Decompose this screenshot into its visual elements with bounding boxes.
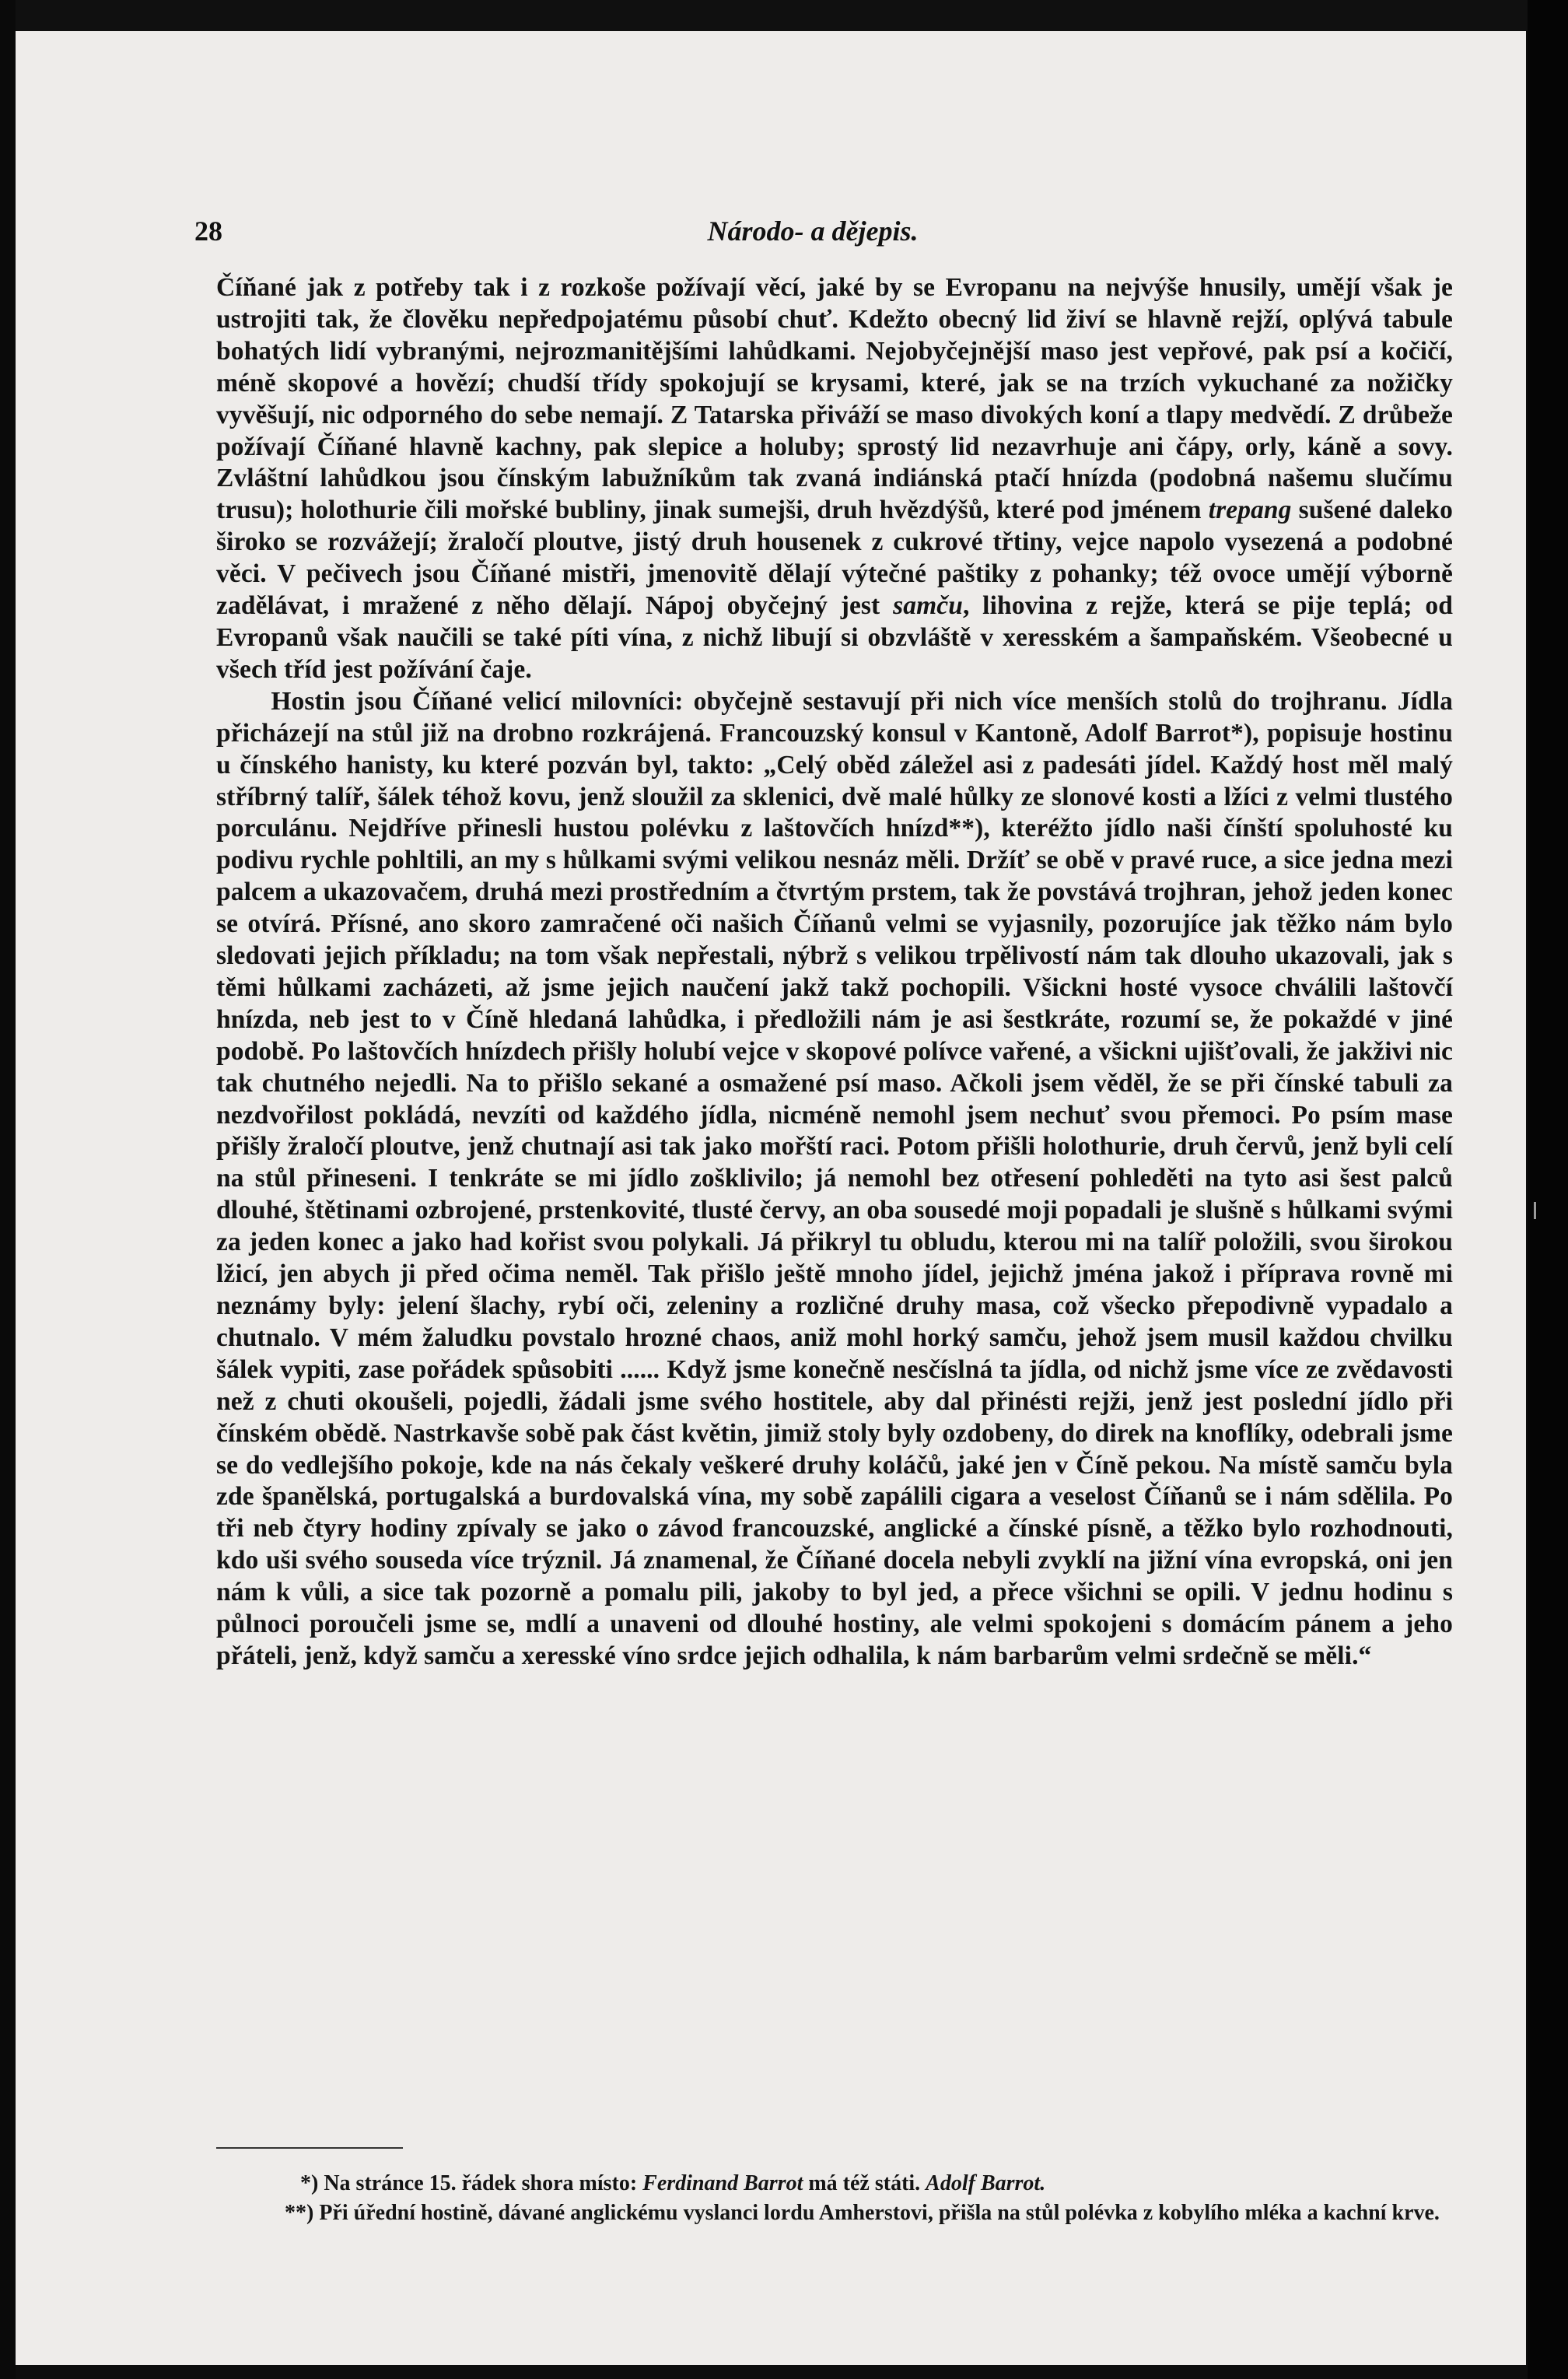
footnote-1-part-2: má též státi. [803,2171,926,2195]
term-samcu: samču [893,591,963,621]
paragraph-food-part-1: Číňané jak z potřeby tak i z rozkoše požívají věcí, jaké by se Evropanu na nejvýše hnusily, umějí však je ustrojiti tak, že člověku nepředpojatému působí chuť. Kdežto obecný lid živí se hlavně rejží, oplývá tabule bohatých lidí vybranými, nejrozmanitějšími lahůdkami. Nejobyčejnější maso jest vepřové, pak psí a kočičí, méně skopové a hovězí; chudší třídy spokojují se krysami, které, jak se na trzích vykuchané za nožičky vyvěšují, nic odporného do sebe nemají. Z Tatarska přiváží se maso divokých koní a tlapy medvědí. Z drůbeže požívají Číňané hlavně kachny, pak slepice a holuby; sprostý lid nezavrhuje ani čápy, orly, káně a sovy. Zvláštní lahůdkou jsou čínským labužníkům tak zvaná indiánská ptačí hnízda (podobná našemu slučímu trusu); holothurie čili mořské bubliny, jinak sumejši, druh hvězdýšů, které pod jménem [216,273,1453,525]
footnote-1 [216,2169,1453,2199]
scan-border-top [0,0,1568,31]
paragraph-food [216,272,1453,686]
paragraph-food-part-2: sušené daleko široko se rozvážejí; žraločí ploutve, jistý druh housenek z cukrové třtiny, vejce napolo vysezená a podobné věci. V pečivech jsou Číňané mistři, jmenovitě dělají výtečné paštiky z pohanky; též ovoce umějí výborně zadělávat, i mražené z něho dělají. Nápoj obyčejný jest [216,496,1453,621]
body-text [216,272,1453,1673]
page-number: 28 [194,215,222,247]
adjacent-page-sliver [1534,1202,1536,1219]
footnote-1-name-adolf: Adolf Barrot. [926,2171,1046,2195]
paragraph-food-part-3: , lihovina z rejže, která se pije teplá; od Evropanů však naučili se také píti vína, z nichž libují si obzvláště v xeresském a šampaňském. Všeobecné u všech tříd jest požívání čaje. [216,591,1453,684]
page-header [194,215,1431,261]
footnote-rule [216,2147,403,2149]
scan-border-left [0,0,16,2379]
scan-border-right [1528,0,1568,2379]
footnote-1-part-1: *) Na stránce 15. řádek shora místo: [300,2171,643,2195]
paragraph-banquet: Hostin jsou Číňané velicí milovníci: obyčejně sestavují při nich více menších stolů do trojhranu. Jídla přicházejí na stůl již na drobno rozkrájená. Francouzský konsul v Kantoně, Adolf Barrot*), popisuje hostinu u čínského hanisty, ku které pozván byl, takto: „Celý oběd záležel asi z padesáti jídel. Každý host měl malý stříbrný talíř, šálek téhož kovu, jenž sloužil za sklenici, dvě malé hůlky ze slonové kosti a lžíci z velmi tlustého porculánu. Nejdříve přinesli hustou polévku z laštovčích hnízd**), kteréžto jídlo naši čínští spoluhosté ku podivu rychle pohltili, an my s hůlkami svými velikou nesnáz měli. Držíť se obě v pravé ruce, a sice jedna mezi palcem a ukazovačem, druhá mezi prostředním a čtvrtým prstem, tak že povstává trojhran, jehož jeden konec se otvírá. Přísné, ano skoro zamračené oči našich Číňanů velmi se vyjasnily, pozorujíce jak těžko nám bylo sledovati jejich příkladu; na tom však nepřestali, nýbrž s velikou trpělivostí nám tak dlouho ukazovali, jak s těmi hůlkami zacházeti, až jsme jejich naučení jakž takž pochopili. Všickni hosté vysoce chválili laštovčí hnízda, neb jest to v Číně hledaná lahůdka, i předložili nám je asi šestkráte, rozumí se, že pokaždé v jiné podobě. Po laštovčích hnízdech přišly holubí vejce v skopové polívce vařené, a všickni ujišťovali, že jakživi nic tak chutného nejedli. Na to přišlo sekané a osmažené psí maso. Ačkoli jsem věděl, že se při čínské tabuli za nezdvořilost pokládá, nevzíti od každého jídla, nicméně nemohl jsem nechuť svou přemoci. Po psím mase přišly žraločí ploutve, jenž chutnají asi tak jako mořští raci. Potom přišli holothurie, druh červů, jenž byli celí na stůl přineseni. I tenkráte se mi jídlo zošklivilo; já nemohl bez otřesení pohleděti na tyto asi šest palců dlouhé, štětinami ozbrojené, prstenkovité, tlusté červy, an oba sousedé moji popadali je slušně s hůlkami svými za jeden konec a jako had kořist svou polykali. Já přikryl tu obludu, kterou mi na talíř položili, svou širokou lžicí, jen abych ji před očima neměl. Tak přišlo ještě mnoho jídel, jejichž jména jakož i příprava rovně mi neznámy byly: jelení šlachy, rybí oči, zeleniny a rozličné druhy masa, což všecko přepodivně vypadalo a chutnalo. V mém žaludku povstalo hrozné chaos, aniž mohl horký samču, jehož jsem musil každou chvilku šálek vypiti, zase pořádek spůsobiti ...... Když jsme konečně nesčíslná ta jídla, od nichž jsme více ze zvědavosti než z chuti okoušeli, pojedli, žádali jsme svého hostitele, aby dal přinésti rejži, jenž jest poslední jídlo při čínském obědě. Nastrkavše sobě pak část květin, jimiž stoly byly ozdobeny, do direk na knoflíky, odebrali jsme se do vedlejšího pokoje, kde na nás čekaly veškeré druhy koláčů, jaké jen v Číně pekou. Na místě samču byla zde španělská, portugalská a burdovalská vína, my sobě zapálili cigara a veselost Číňanů se i nám sdělila. Po tři neb čtyry hodiny zpívaly se jako o závod francouzské, anglické a čínské písně, a těžko bylo rozhodnouti, kdo uši svého souseda více trýznil. Já znamenal, že Číňané docela nebyli zvyklí na jižní vína evropská, oni jen nám k vůli, a sice tak pozorně a pomalu pili, jakoby to byl jed, a přece všichni se opili. V jednu hodinu s půlnoci poroučeli jsme se, mdlí a unaveni od dlouhé hostiny, ale velmi spokojeni s domácím pánem a jeho přáteli, jenž, když samču a xeresské víno srdce jejich odhalila, k nám barbarům velmi srdečně se měli.“ [216,686,1453,1670]
footnotes [216,2169,1453,2228]
running-title: Národo- a dějepis. [707,215,919,247]
book-page [16,31,1526,2365]
term-trepang: trepang [1208,496,1292,525]
footnote-1-name-ferdinand: Ferdinand Barrot [642,2171,803,2195]
footnote-2: **) Při úřední hostině, dávané anglickému vyslanci lordu Amherstovi, přišla na stůl polévka z kobylího mléka a kachní krve. [285,2201,1440,2225]
